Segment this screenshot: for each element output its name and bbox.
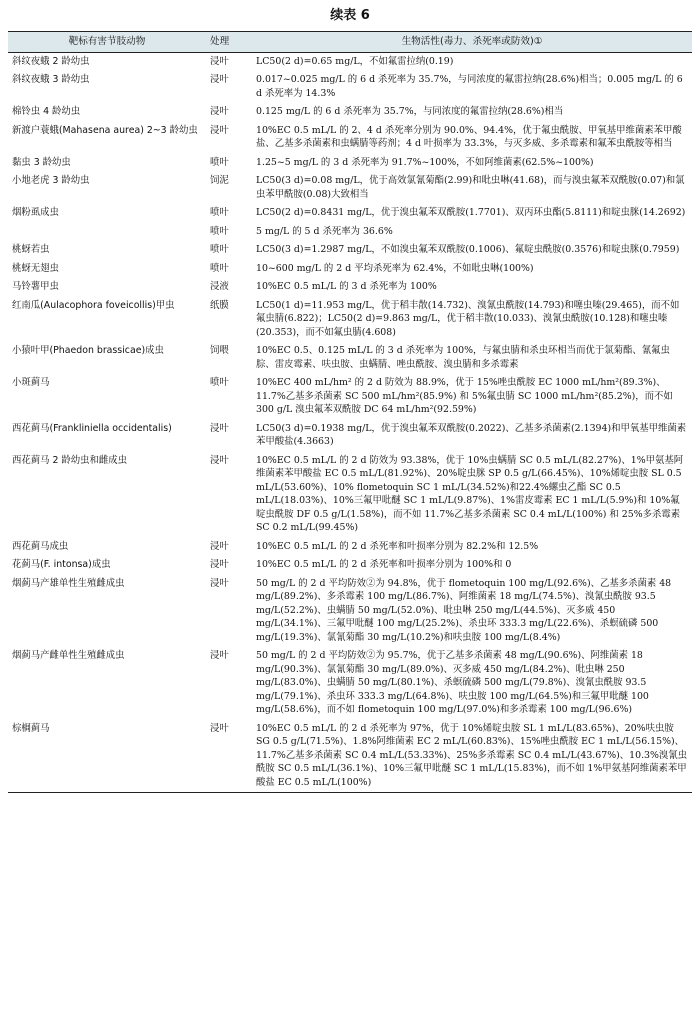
table-row [8, 342, 692, 374]
organism-cell: 黏虫 3 龄幼虫 [12, 156, 71, 168]
method-cell: 饲喂 [210, 345, 229, 356]
table-row [8, 297, 692, 343]
method-cell: 浸叶 [206, 720, 252, 793]
organism-cell: 烟粉虱成虫 [12, 207, 59, 218]
organism-cell: 桃蚜无翅虫 [12, 262, 59, 274]
organism-cell: 小斑蓟马 [12, 377, 50, 388]
activity-cell: 0.125 mg/L 的 6 d 杀死率为 35.7%，与同浓度的氟雷拉纳(28.6%)相当 [256, 106, 564, 117]
activity-cell: LC50(2 d)=0.8431 mg/L，优于溴虫氟苯双酰胺(1.7701)、双丙环虫酯(5.8111)和啶虫脒(14.2692) [256, 207, 686, 218]
activity-cell: 50 mg/L 的 2 d 平均防效②为 94.8%，优于 flometoquin 100 mg/L(92.6%)、乙基多杀菌素 48 mg/L(89.2%)、多杀霉素 100 mg/L(86.7%)、阿维菌素 18 mg/L(74.5%)、溴氰虫酰胺 93.5 mg/L(52.2%)、虫螨腈 50 mg/L(52.0%)、吡虫啉 250 mg/L(44.5%)、灭多威 450 mg/L(34.1%)、三氟甲吡醚 100 mg/L(25.2%)、杀虫环 333.3 mg/L(22.6%)、杀螟硫磷 500 mg/L(19.3%)、氯氰菊酯 30 mg/L(10.2%)和呋虫胺 100 mg/L(8.4%) [256, 577, 672, 643]
activity-cell: 10%EC 0.5、0.125 mL/L 的 3 d 杀死率为 100%，与氟虫腈和杀虫环相当而优于氯菊酯、氰氟虫腙、雷皮霉素、呋虫胺、虫螨腈、唑虫酰胺、溴虫腈和多杀霉素 [256, 345, 670, 370]
table-row [8, 420, 692, 452]
table-body [8, 52, 692, 793]
method-cell: 浸叶 [210, 577, 229, 589]
method-cell: 喷叶 [210, 262, 229, 274]
organism-cell: 烟蓟马产雄单性生殖雌成虫 [12, 577, 125, 589]
table-row [8, 71, 692, 103]
method-cell: 浸叶 [210, 55, 229, 67]
method-cell: 喷叶 [210, 207, 229, 218]
activity-cell: LC50(2 d)=0.65 mg/L，不如氟雷拉纳(0.19) [256, 55, 454, 67]
activity-cell: 1.25~5 mg/L 的 3 d 杀死率为 91.7%~100%，不如阿维菌素(62.5%~100%) [256, 156, 594, 168]
method-cell: 喷叶 [210, 244, 229, 255]
table-row [8, 278, 692, 297]
activity-cell: 5 mg/L 的 5 d 杀死率为 36.6% [256, 225, 393, 237]
method-cell: 浸叶 [210, 124, 229, 136]
method-cell: 浸叶 [210, 454, 229, 466]
table-title: 续表 6 [330, 8, 370, 23]
method-cell: 浸叶 [210, 540, 229, 552]
header-organism: 靶标有害节肢动物 [8, 32, 206, 53]
table-row [8, 172, 692, 204]
table-row [8, 154, 692, 173]
table-row [8, 556, 692, 575]
method-cell: 浸液 [210, 281, 229, 292]
organism-cell: 西花蓟马(Frankliniella occidentalis) [12, 422, 172, 434]
organism-cell: 红南瓜(Aulacophora foveicollis)甲虫 [12, 299, 175, 311]
table-row [8, 52, 692, 71]
organism-cell: 斜纹夜蛾 2 龄幼虫 [12, 55, 90, 67]
organism-cell: 西花蓟马 2 龄幼虫和雌成虫 [12, 454, 128, 466]
method-cell: 浸叶 [210, 422, 229, 434]
organism-cell: 马铃薯甲虫 [12, 281, 59, 292]
activity-cell: 10%EC 0.5 mL/L 的 2 d 杀死率为 97%，优于 10%烯啶虫胺 SL 1 mL/L(83.65%)、20%呋虫胺 SG 0.5 g/L(71.5%)、1.8%阿维菌素 EC 2 mL/L(60.83%)、15%唑虫酰胺 EC 1 mL/L(56.15%)、11.7%乙基多杀菌素 SC 0.4 mL/L(53.33%)、25%多杀霉素 SC 0.4 mL/L(43.67%)、10.3%溴氰虫酰胺 SC 0.5 mL/L(36.1%)、10%三氟甲吡醚 SC 1 mL/L(15.83%)，而不如 1%甲氨基阿维菌素苯甲酸盐 EC 0.5 mL/L(100%) [252, 720, 692, 793]
table-row [8, 241, 692, 260]
header-method: 处理 [206, 32, 252, 53]
method-cell: 浸叶 [210, 650, 229, 661]
activity-cell: 50 mg/L 的 2 d 平均防效②为 95.7%，优于乙基多杀菌素 48 mg/L(90.6%)、阿维菌素 18 mg/L(90.3%)、氯氰菊酯 30 mg/L(89.0%)、灭多威 450 mg/L(84.2%)、吡虫啉 250 mg/L(83.0%)、虫螨腈 50 mg/L(80.1%)、杀螟硫磷 500 mg/L(79.8%)、溴氰虫酰胺 93.5 mg/L(79.1%)、杀虫环 333.3 mg/L(64.8%)、呋虫胺 100 mg/L(64.5%)和三氟甲吡醚 100 mg/L(58.6%)，而不如 flometoquin 100 mg/L(97.0%)和多杀霉素 100 mg/L(96.6%) [256, 650, 649, 715]
activity-cell: LC50(3 d)=0.1938 mg/L，优于溴虫氟苯双酰胺(0.2022)、乙基多杀菌素(2.1394)和甲氧基甲维菌素苯甲酸盐(4.3663) [256, 422, 687, 447]
method-cell: 喷叶 [210, 156, 229, 168]
table-row [8, 647, 692, 720]
activity-cell: 0.017~0.025 mg/L 的 6 d 杀死率为 35.7%，与同浓度的氟雷拉纳(28.6%)相当；0.005 mg/L 的 6 d 杀死率为 14.3% [256, 74, 683, 99]
activity-cell: 10%EC 400 mL/hm² 的 2 d 防效为 88.9%，优于 15%唑虫酰胺 EC 1000 mL/hm²(89.3%)、11.7%乙基多杀菌素 SC 500 mL/hm²(85.9%) 和 5%氟虫腈 SC 1000 mL/hm²(85.2%)，而不如 300 g/L 溴虫氟苯双酰胺 DC 64 mL/hm²(92.59%) [256, 377, 673, 415]
activity-cell: LC50(1 d)=11.953 mg/L，优于稻丰散(14.732)、溴氰虫酰胺(14.793)和噻虫嗪(29.465)，而不如氟虫腈(6.822)；LC50(2 d)=9.863 mg/L，优于稻丰散(10.033)、溴氰虫酰胺(10.128)和噻虫嗪(20.353)，而不如氟虫腈(4.608) [256, 299, 680, 338]
table-row [8, 223, 692, 242]
organism-cell: 桃蚜若虫 [12, 244, 50, 255]
activity-cell: 10%EC 0.5 mL/L 的 2 d 防效为 93.38%，优于 10%虫螨腈 SC 0.5 mL/L(82.27%)、1%甲氨基阿维菌素苯甲酸盐 EC 0.5 mL/L(81.92%)、20%啶虫脒 SP 0.5 g/L(66.45%)、10%烯啶虫胺 SL 0.5 mL/L(53.60%)、10% flometoquin SC 1 mL/L(34.52%)和22.4%螺虫乙酯 SC 0.5 mL/L(18.03%)、10%三氟甲吡醚 SC 1 mL/L(9.87%)、1%雷皮霉素 EC 1 mL/L(5.9%)和 10%氟啶虫酰胺 DF 0.5 g/L(1.58%)，而不如 11.7%乙基多杀菌素 SC 0.4 mL/L(100%) 和 25%多杀霉素 SC 0.2 mL/L(99.45%) [256, 454, 684, 533]
table-row [8, 103, 692, 122]
activity-cell: 10~600 mg/L 的 2 d 平均杀死率为 62.4%，不如吡虫啉(100%) [256, 262, 534, 274]
activity-table [8, 31, 692, 793]
table-row [8, 538, 692, 557]
table-header-row [8, 32, 692, 53]
organism-cell: 小猿叶甲(Phaedon brassicae)成虫 [12, 345, 164, 356]
method-cell: 喷叶 [210, 377, 229, 388]
method-cell: 浸叶 [210, 559, 229, 570]
table-row [8, 575, 692, 648]
activity-cell: 10%EC 0.5 mL/L 的 2 d 杀死率和叶损率分别为 100%和 0 [256, 559, 512, 570]
table-row [8, 720, 692, 793]
organism-cell: 烟蓟马产雌单性生殖雌成虫 [12, 650, 125, 661]
organism-cell: 棉铃虫 4 龄幼虫 [12, 106, 81, 117]
organism-cell: 棕榈蓟马 [8, 720, 206, 793]
table-row [8, 122, 692, 154]
method-cell: 浸叶 [210, 74, 229, 85]
method-cell: 饲泥 [210, 175, 229, 186]
organism-cell: 小地老虎 3 龄幼虫 [12, 175, 90, 186]
table-row [8, 204, 692, 223]
activity-cell: LC50(3 d)=1.2987 mg/L，不如溴虫氟苯双酰胺(0.1006)、氟啶虫酰胺(0.3576)和啶虫脒(0.7959) [256, 244, 680, 255]
method-cell: 纸膜 [210, 299, 229, 311]
organism-cell: 西花蓟马成虫 [12, 540, 69, 552]
organism-cell: 新渡户蓑蛾(Mahasena aurea) 2~3 龄幼虫 [12, 124, 198, 136]
organism-cell [8, 223, 206, 242]
method-cell: 浸叶 [210, 106, 229, 117]
activity-cell: LC50(3 d)=0.08 mg/L，优于高效氯氰菊酯(2.99)和吡虫啉(41.68)，而与溴虫氟苯双酰胺(0.07)和氯虫苯甲酰胺(0.08)大致相当 [256, 175, 685, 200]
method-cell: 喷叶 [210, 225, 229, 237]
table-row [8, 260, 692, 279]
activity-cell: 10%EC 0.5 mL/L 的 2、4 d 杀死率分别为 90.0%、94.4%，优于氟虫酰胺、甲氧基甲维菌素苯甲酸盐、乙基多杀菌素和虫螨腈等药剂；4 d 叶损率为 33.3%，与灭多威、多杀霉素和氟苯虫酰胺等相当 [256, 124, 682, 149]
table-row [8, 374, 692, 420]
organism-cell: 斜纹夜蛾 3 龄幼虫 [12, 74, 90, 85]
header-activity: 生物活性(毒力、杀死率或防效)① [252, 32, 692, 53]
table-row [8, 452, 692, 538]
organism-cell: 花蓟马(F. intonsa)成虫 [12, 559, 111, 570]
activity-cell: 10%EC 0.5 mL/L 的 2 d 杀死率和叶损率分别为 82.2%和 12.5% [256, 540, 539, 552]
activity-cell: 10%EC 0.5 mL/L 的 3 d 杀死率为 100% [256, 281, 437, 292]
